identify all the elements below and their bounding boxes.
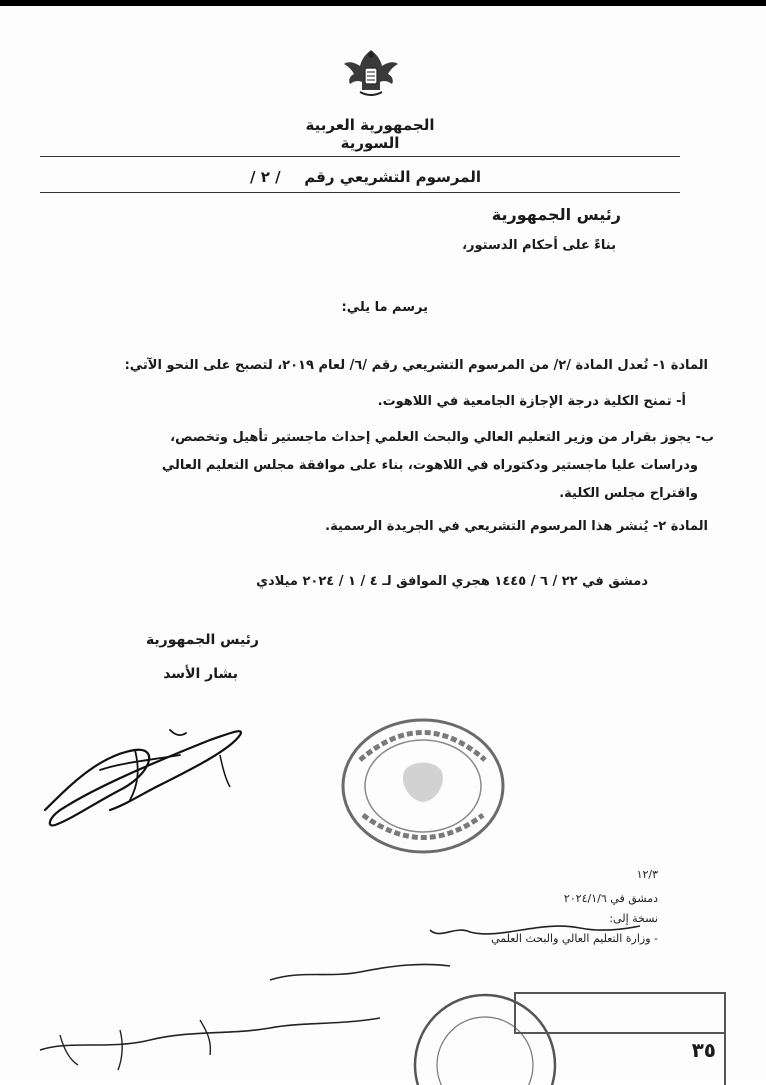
header-rule-bottom [40, 192, 680, 193]
signatory-title: رئيس الجمهورية [145, 632, 259, 648]
copy-to-label: نسخة إلى: [609, 912, 658, 925]
decrees-the-following: يرسم ما يلي: [341, 300, 428, 315]
decree-number: / ٢ / [250, 168, 281, 186]
handwritten-signature [40, 715, 250, 835]
article-1-clause-b-line1: ب- يجوز بقرار من وزير التعليم العالي والبحث العلمي إحداث ماجستير تأهيل وتخصص، [170, 430, 714, 445]
header-rule-top [40, 156, 680, 157]
registry-stamp [405, 985, 765, 1085]
article-2: المادة ٢- يُنشر هذا المرسوم التشريعي في الجريدة الرسمية. [325, 519, 708, 534]
constitution-basis: بناءً على أحكام الدستور، [462, 238, 616, 253]
routing-reference: ١٢/٣ [636, 868, 658, 881]
article-1-clause-b-line2: ودراسات عليا ماجستير ودكتوراه في اللاهوت، بناء على موافقة مجلس التعليم العالي [161, 458, 698, 473]
article-1: المادة ١- تُعدل المادة /٢/ من المرسوم التشريعي رقم /٦/ لعام ٢٠١٩، لتصبح على النحو الآتي: [124, 358, 708, 373]
decree-title: المرسوم التشريعي رقم [304, 168, 481, 186]
country-name: الجمهورية العربية السورية [305, 116, 435, 152]
registry-number: ٣٥ [691, 1038, 716, 1062]
issue-date-line: دمشق في ٢٢ / ٦ / ١٤٤٥ هجري الموافق لـ ٤ / ١ / ٢٠٢٤ ميلادي [256, 574, 648, 589]
article-1-clause-a: أ- تمنح الكلية درجة الإجازة الجامعية في اللاهوت. [377, 394, 686, 409]
routing-date: دمشق في ٢٠٢٤/١/٦ [563, 892, 658, 905]
coat-of-arms-emblem [340, 44, 402, 106]
article-1-clause-b-line3: واقتراح مجلس الكلية. [559, 486, 698, 501]
copy-recipient: - وزارة التعليم العالي والبحث العلمي [491, 932, 658, 945]
official-stamp [335, 710, 510, 860]
president-heading: رئيس الجمهورية [491, 205, 621, 224]
signatory-name: بشار الأسد [163, 666, 238, 682]
